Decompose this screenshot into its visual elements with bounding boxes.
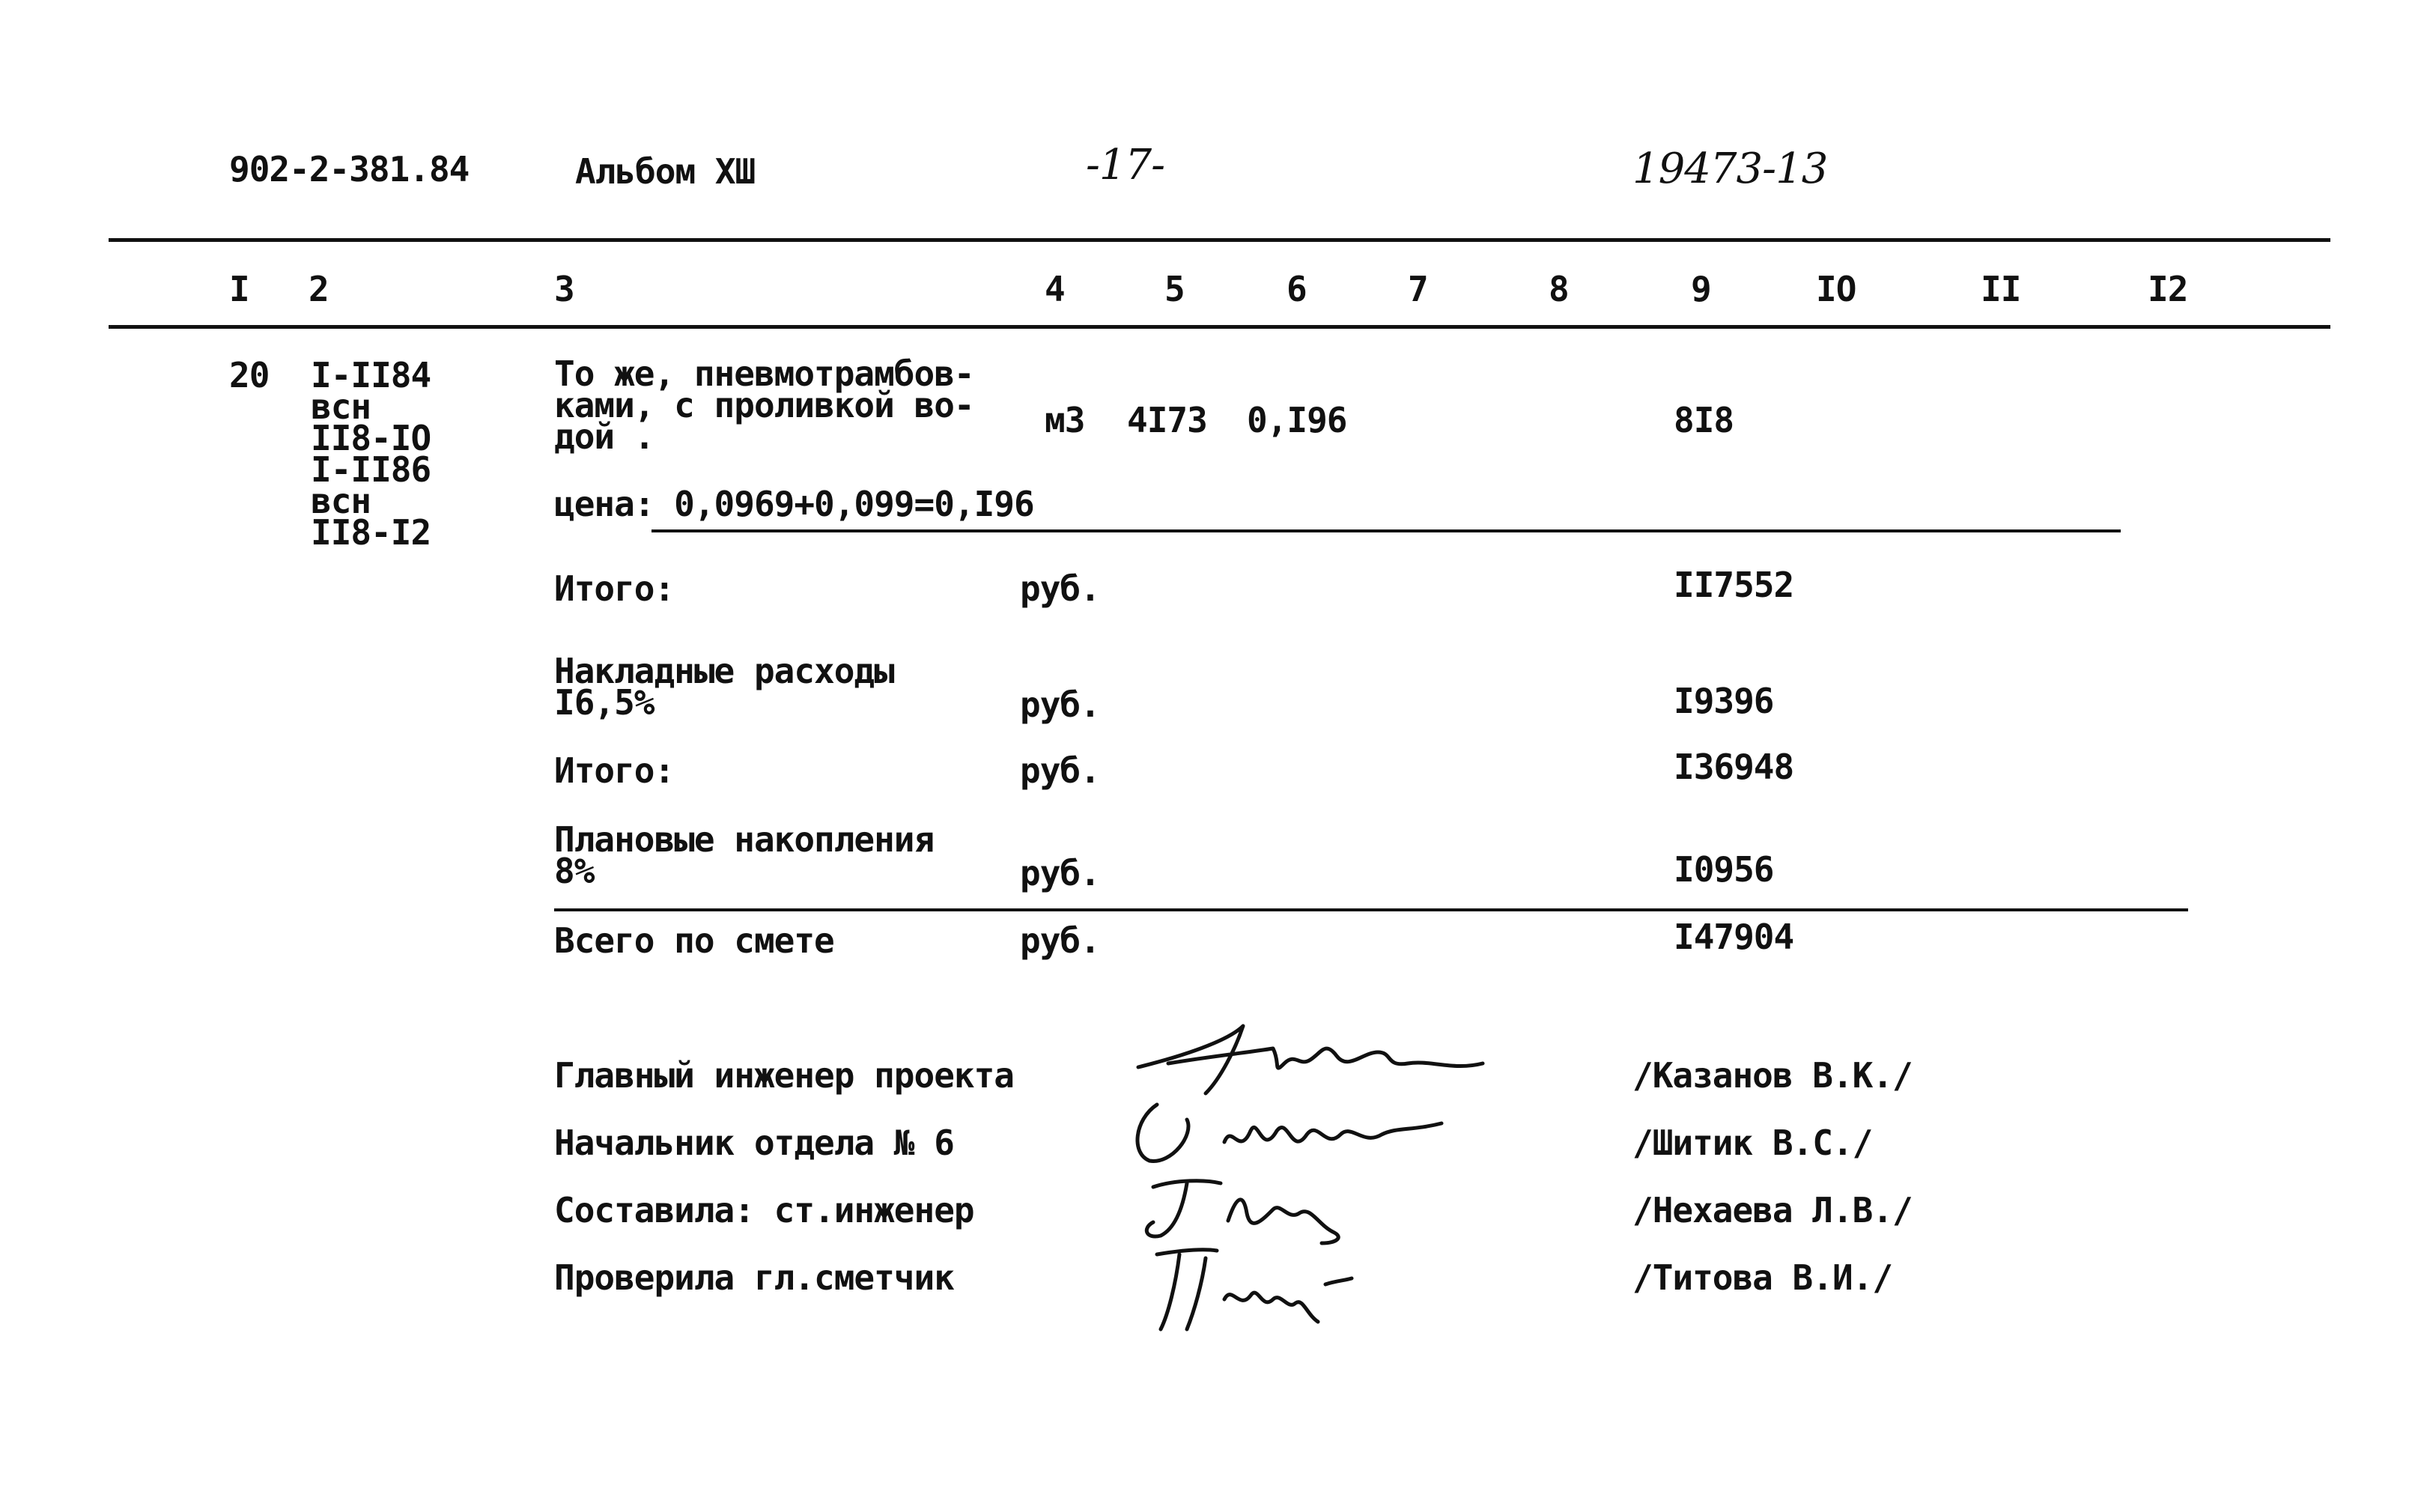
price-underline (651, 529, 2121, 532)
column-number: 9 (1691, 269, 1711, 309)
column-number: II (1981, 269, 2021, 309)
page-number: -17- (1086, 141, 1165, 189)
summary-unit: руб. (1020, 568, 1100, 609)
column-number: 7 (1408, 269, 1428, 309)
signature-name: /Титова В.И./ (1632, 1257, 1893, 1298)
norm-reference: всн (311, 481, 371, 521)
album-label: Альбом XШ (575, 151, 756, 192)
summary-value: I36948 (1674, 747, 1794, 787)
handwritten-signature (1134, 1239, 1374, 1344)
summary-value: I47904 (1674, 917, 1794, 957)
price-note: цена: 0,0969+0,099=0,I96 (554, 484, 1034, 524)
signature-role: Начальник отдела № 6 (554, 1123, 954, 1163)
summary-unit: руб. (1020, 920, 1100, 961)
summary-unit: руб. (1020, 853, 1100, 893)
summary-label: Плановые накопления (554, 819, 935, 860)
column-number: I (229, 269, 249, 309)
signature-role: Главный инженер проекта (554, 1055, 1014, 1096)
signature-role: Проверила гл.сметчик (554, 1257, 954, 1298)
column-number: 4 (1045, 269, 1065, 309)
summary-value: II7552 (1674, 565, 1794, 605)
signature-name: /Нехаева Л.В./ (1632, 1190, 1913, 1230)
column-number: 2 (309, 269, 329, 309)
column-number: 8 (1549, 269, 1569, 309)
row-total: 8I8 (1674, 400, 1734, 440)
summary-label: Накладные расходы (554, 651, 894, 691)
row-position: 20 (229, 355, 270, 395)
summary-label: Итого: (554, 750, 675, 791)
norm-reference: II8-IO (311, 418, 431, 458)
column-number: 5 (1164, 269, 1185, 309)
norm-reference: всн (311, 386, 371, 427)
column-number: 3 (554, 269, 574, 309)
summary-label: Всего по смете (554, 920, 834, 961)
summary-label: I6,5% (554, 682, 654, 723)
row-unit-price: 0,I96 (1247, 400, 1347, 440)
row-unit: м3 (1045, 400, 1085, 440)
norm-reference: II8-I2 (311, 512, 431, 553)
summary-label: 8% (554, 851, 595, 891)
row-description-line: дой . (554, 416, 654, 457)
handwritten-signature (1131, 1168, 1370, 1251)
row-quantity: 4I73 (1127, 400, 1207, 440)
signature-name: /Шитик В.С./ (1632, 1123, 1873, 1163)
table-header-rule (109, 325, 2330, 329)
summary-unit: руб. (1020, 684, 1100, 725)
signature-role: Составила: ст.инженер (554, 1190, 974, 1230)
summary-unit: руб. (1020, 750, 1100, 791)
summary-label: Итого: (554, 568, 675, 609)
total-rule (554, 908, 2188, 911)
summary-value: I0956 (1674, 849, 1774, 890)
project-code: 902-2-381.84 (229, 149, 470, 189)
column-number: I2 (2148, 269, 2188, 309)
sheet-code: 19473-13 (1632, 145, 1828, 193)
signature-name: /Казанов В.К./ (1632, 1055, 1913, 1096)
column-number: 6 (1287, 269, 1307, 309)
norm-reference: I-II86 (311, 449, 431, 490)
row-description-line: ками, с проливкой во- (554, 385, 974, 425)
handwritten-signature (1127, 1090, 1471, 1172)
table-top-rule (109, 238, 2330, 242)
summary-value: I9396 (1674, 681, 1774, 721)
column-number: IO (1816, 269, 1856, 309)
row-description-line: То же, пневмотрамбов- (554, 353, 974, 394)
norm-reference: I-II84 (311, 355, 431, 395)
